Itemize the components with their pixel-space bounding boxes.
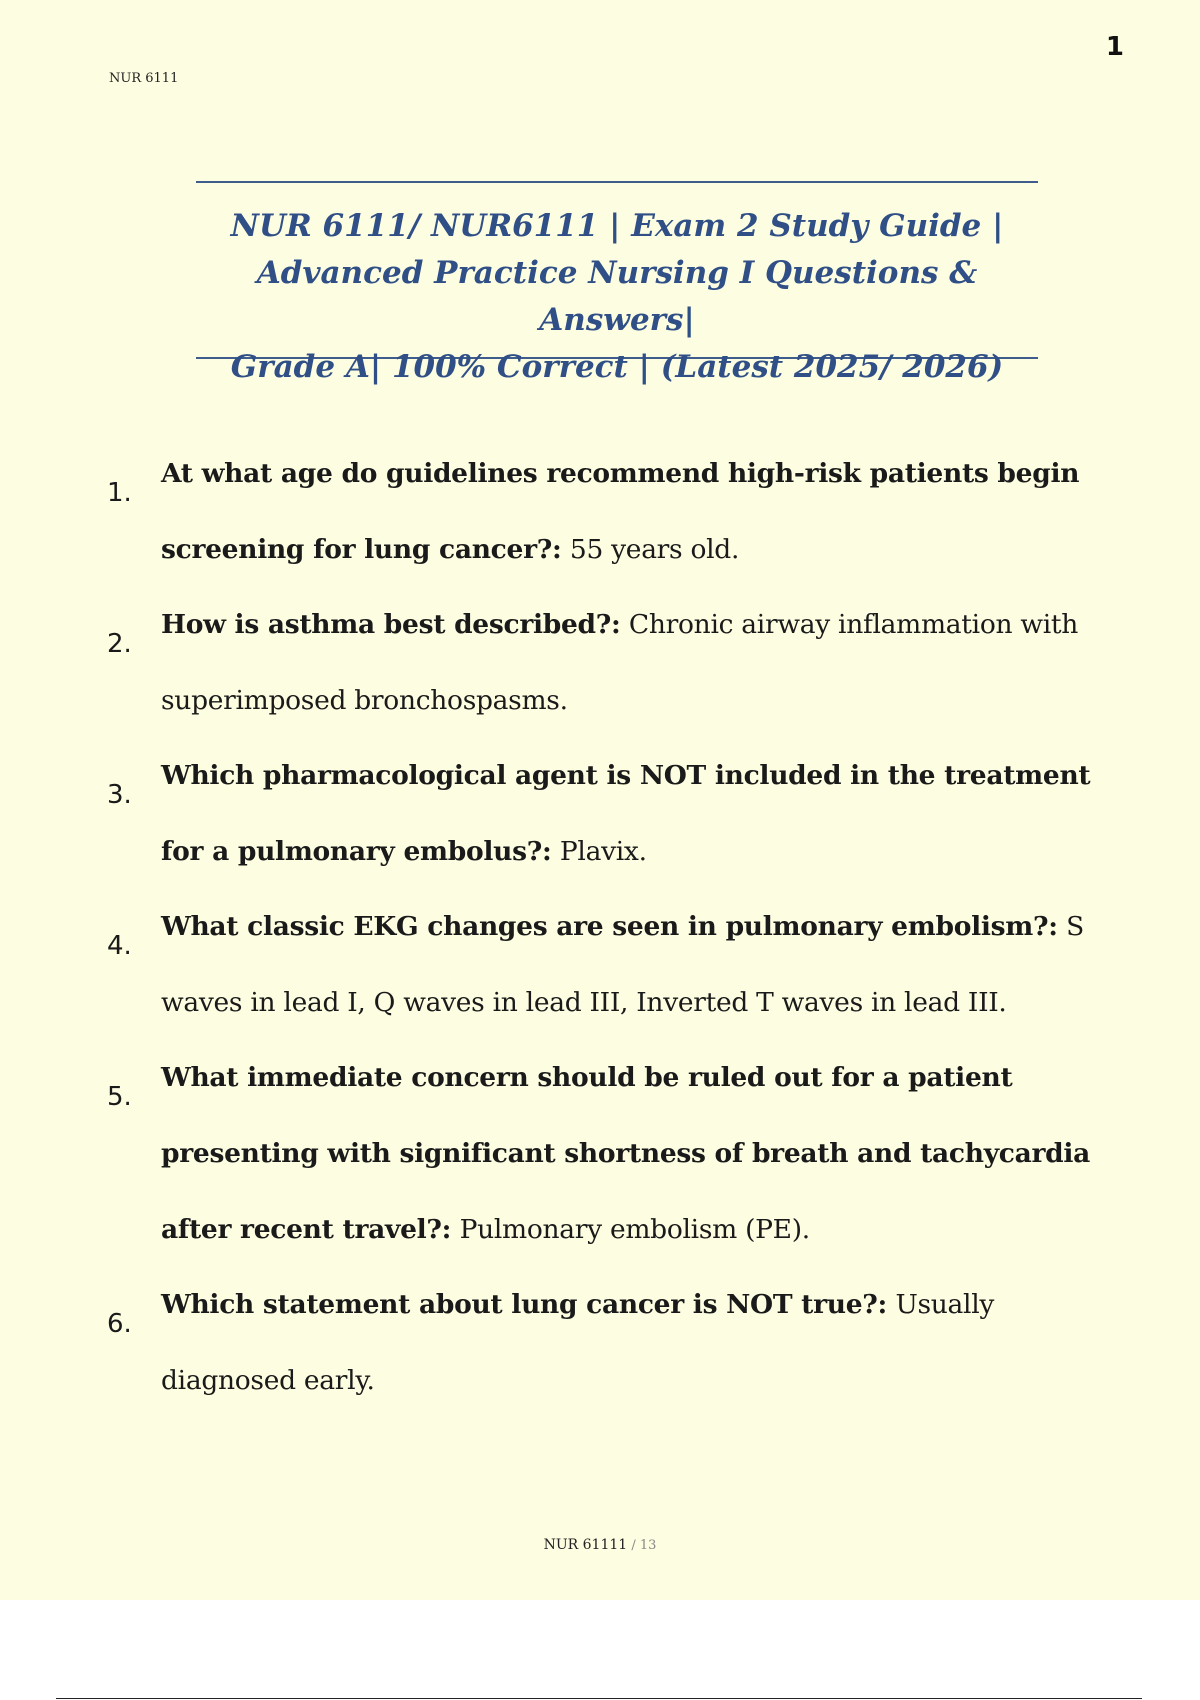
item-number: 6. — [107, 1309, 132, 1339]
item-number: 3. — [107, 780, 132, 810]
qa-text — [161, 738, 1117, 890]
question-text: Which pharmacological agent is NOT included in the treatment for a pulmonary embolus?: — [161, 760, 1091, 867]
list-item — [107, 455, 1117, 607]
title-line-3: Grade A| 100% Correct | (Latest 2025/ 2026) — [230, 349, 1004, 385]
answer-text: Pulmonary embolism (PE). — [459, 1214, 810, 1245]
divider — [56, 1698, 1142, 1699]
page-number: 1 — [1105, 32, 1124, 62]
list-item — [107, 757, 1117, 909]
question-text: What classic EKG changes are seen in pulmonary embolism?: — [161, 911, 1058, 942]
question-text: Which statement about lung cancer is NOT true?: — [161, 1289, 888, 1320]
item-number: 2. — [107, 629, 132, 659]
answer-text: Plavix. — [559, 836, 647, 867]
footer-page-total: / 13 — [627, 1538, 657, 1553]
list-item — [107, 908, 1117, 1060]
qa-text — [161, 1040, 1117, 1268]
footer-label: NUR 61111 — [543, 1537, 628, 1553]
running-header: NUR 6111 — [109, 71, 179, 86]
question-text: What immediate concern should be ruled out for a patient presenting with significant shortness of breath and tachycardia after recent travel?: — [161, 1062, 1091, 1245]
qa-text — [161, 1267, 1117, 1419]
document-title — [196, 203, 1038, 391]
item-number: 1. — [107, 478, 132, 508]
question-text: At what age do guidelines recommend high-risk patients begin screening for lung cancer?: — [161, 458, 1080, 565]
answer-text: Usually diagnosed early. — [161, 1289, 995, 1396]
answer-text: Chronic airway inflammation with superimposed bronchospasms. — [161, 609, 1079, 716]
item-number: 4. — [107, 931, 132, 961]
qa-text — [161, 587, 1117, 739]
qa-text — [161, 436, 1117, 588]
item-number: 5. — [107, 1082, 132, 1112]
answer-text: 55 years old. — [569, 534, 740, 565]
list-item — [107, 1059, 1117, 1287]
answer-text: S waves in lead I, Q waves in lead III, Inverted T waves in lead III. — [161, 911, 1084, 1018]
list-item — [107, 606, 1117, 758]
title-line-1: NUR 6111/ NUR6111 | Exam 2 Study Guide | — [230, 208, 1004, 244]
title-block — [196, 181, 1038, 385]
list-item — [107, 1286, 1117, 1438]
question-list — [107, 456, 1117, 1438]
title-line-2: Advanced Practice Nursing I Questions & Answers| — [256, 255, 978, 338]
page-footer — [0, 1537, 1200, 1553]
qa-text — [161, 889, 1117, 1041]
question-text: How is asthma best described?: — [161, 609, 621, 640]
